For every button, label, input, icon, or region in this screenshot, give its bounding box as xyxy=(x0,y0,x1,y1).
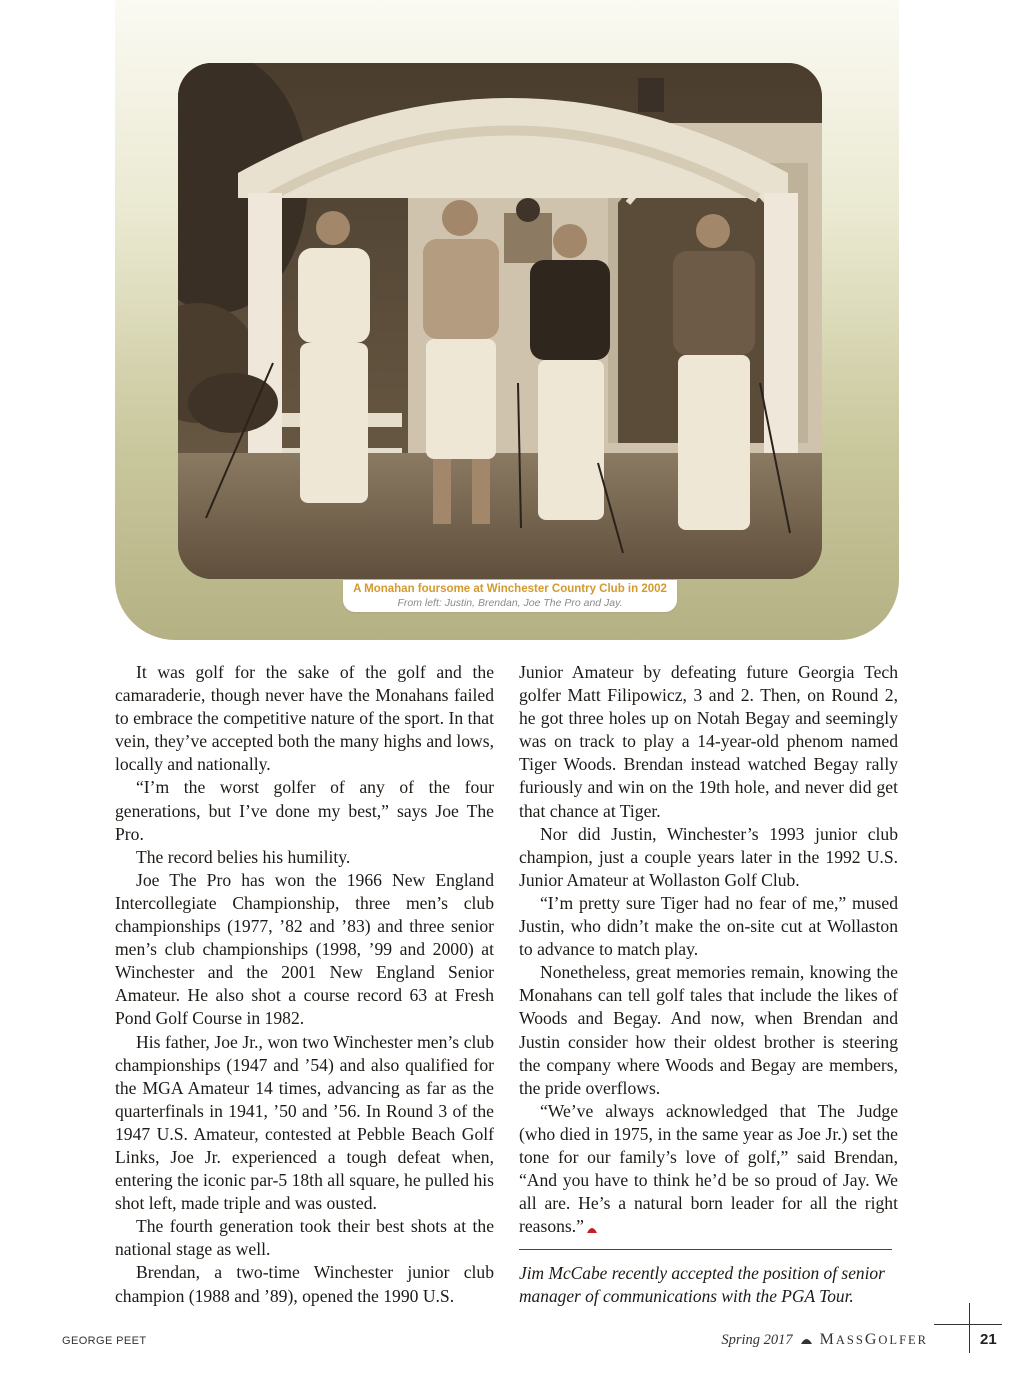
paragraph: Brendan, a two-time Winchester junior club champion (1988 and ’89), opened the 1990 U.S. xyxy=(115,1262,494,1306)
author-bio: Jim McCabe recently accepted the position of senior manager of communications with the PGA Tour. xyxy=(519,1263,885,1306)
paragraph: Joe The Pro has won the 1966 New England Intercollegiate Championship, three men’s club championships (1977, ’82 and ’83) and three senior men’s club championships (1998, ’99 and 2000) at Winchester and the 2001 New England Senior Amateur. He also shot a course record 63 at Fresh Pond Golf Course in 1982. xyxy=(115,869,494,1029)
end-mark-icon xyxy=(587,1225,597,1233)
article-column-left xyxy=(115,661,494,1308)
article-column-right xyxy=(519,661,898,1238)
magazine-name: MASSGOLFER xyxy=(819,1331,928,1348)
paragraph: Nor did Justin, Winchester’s 1993 junior club champion, just a couple years later in the 1992 U.S. Junior Amateur at Wollaston Golf Club. xyxy=(519,823,898,890)
paragraph: “I’m the worst golfer of any of the four generations, but I’ve done my best,” says Joe The Pro. xyxy=(115,777,494,844)
crop-mark-vertical xyxy=(969,1303,970,1353)
paragraph: His father, Joe Jr., won two Winchester men’s club championships (1947 and ’54) and also qualified for the MGA Amateur 14 times, advancing as far as the quarterfinals in 1941, ’50 and ’56. In Round 3 of the 1947 U.S. Amateur, contested at Pebble Beach Golf Links, Joe Jr. experienced a tough defeat when, entering the iconic par-5 18th all square, he pulled his shot left, made triple and was ousted. xyxy=(115,1031,494,1214)
paragraph: It was golf for the sake of the golf and the camaraderie, though never have the Monahans failed to embrace the competitive nature of the sport. In that vein, they’ve accepted both the many highs and lows, locally and nationally. xyxy=(115,662,494,775)
paragraph: “I’m pretty sure Tiger had no fear of me,” mused Justin, who didn’t make the on-site cut at Wollaston to advance to match play. xyxy=(519,892,898,960)
magazine-logo-icon xyxy=(801,1336,812,1344)
paragraph: Junior Amateur by defeating future Georgia Tech golfer Matt Filipowicz, 3 and 2. Then, on Round 2, he got three holes up on Notah Begay and seemingly was on track to play a 14-year-old phenom named Tiger Woods. Brendan instead watched Begay rally furiously and win on the 19th hole, and never did get that chance at Tiger. xyxy=(519,662,898,821)
bio-divider xyxy=(519,1249,892,1250)
paragraph: The fourth generation took their best shots at the national stage as well. xyxy=(115,1216,494,1260)
crop-mark-horizontal xyxy=(934,1324,1002,1325)
caption-title: A Monahan foursome at Winchester Country Club in 2002 xyxy=(353,583,667,595)
issue-date: Spring 2017 xyxy=(721,1331,793,1348)
photo-credit: GEORGE PEET xyxy=(62,1335,147,1347)
paragraph: The record belies his humility. xyxy=(136,846,351,867)
photo-caption xyxy=(343,580,677,612)
caption-subtitle: From left: Justin, Brendan, Joe The Pro and Jay. xyxy=(397,597,623,609)
page-number: 21 xyxy=(980,1331,997,1348)
paragraph-text: “We’ve always acknowledged that The Judge (who died in 1975, in the same year as Joe Jr.) set the tone for our family’s love of golf,” said Brendan, “And you have to think he’d be so proud of Jay. We all are. He’s a natural born leader for all the right reasons.” xyxy=(519,1100,898,1237)
paragraph-final xyxy=(519,1100,898,1239)
paragraph: Nonetheless, great memories remain, knowing the Monahans can tell golf tales that include the likes of Woods and Begay. And now, when Brendan and Justin consider how their oldest brother is steering the company where Woods and Begay are members, the pride overflows. xyxy=(519,962,898,1098)
group-photo xyxy=(178,63,822,579)
page-footer xyxy=(721,1330,928,1350)
